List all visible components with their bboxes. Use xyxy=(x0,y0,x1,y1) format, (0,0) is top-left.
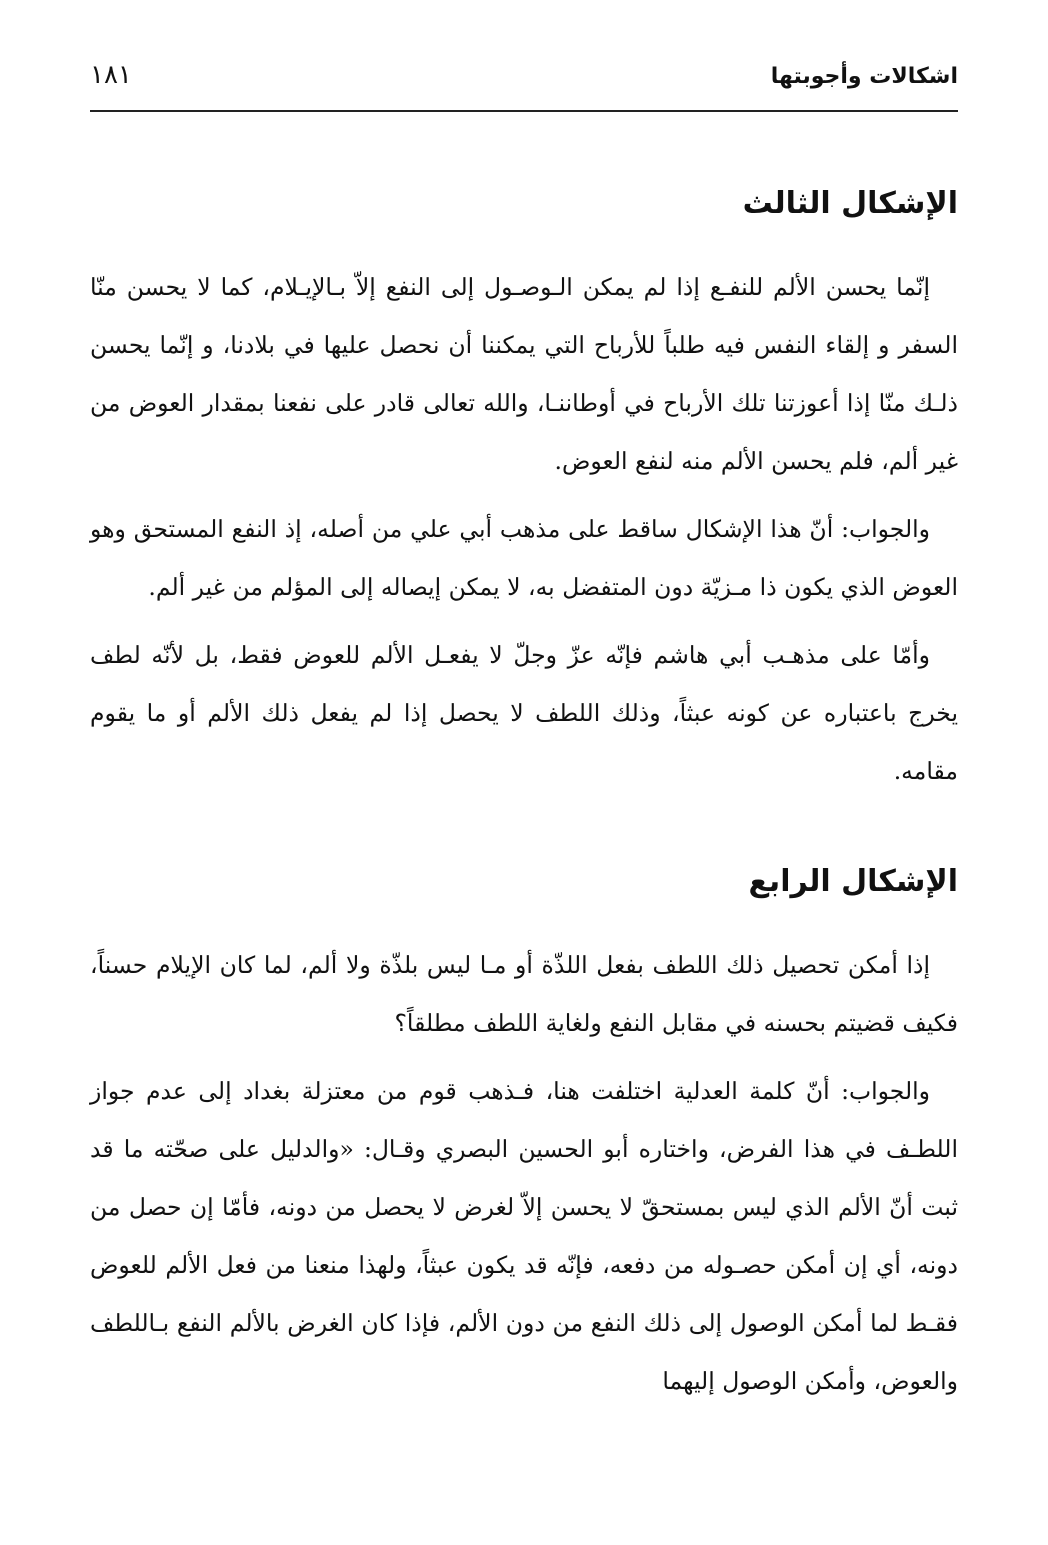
running-title: اشكالات وأجوبتها xyxy=(770,64,958,89)
book-page xyxy=(90,60,958,1420)
paragraph: وأمّا على مذهـب أبي هاشم فإنّه عزّ وجلّ لا يفعـل الألم للعوض فقط، بل لأنّه لطف يخرج باعتباره عن كونه عبثاً، وذلك اللطف لا يحصل إذا لم يفعل ذلك الألم أو ما يقوم مقامه. xyxy=(90,641,958,785)
section-heading-fourth-problem: الإشكال الرابع xyxy=(748,864,958,899)
paragraph: والجواب: أنّ كلمة العدلية اختلفت هنا، فـذهب قوم من معتزلة بغداد إلى عدم جواز اللطـف في هذا الفرض، واختاره أبو الحسين البصري وقـال: «والدليل على صحّته ما قد ثبت أنّ الألم الذي ليس بمستحقّ لا يحسن إلاّ لغرض لا يحصل من دونه، فأمّا إن حصل من دونه، أي إن أمكن حصـوله من دفعه، فإنّه قد يكون عبثاً، ولهذا منعنا من فعل الألم للعوض فقـط لما أمكن الوصول إلى ذلك النفع من دون الألم، فإذا كان الغرض بالألم النفع بـاللطف والعوض، وأمكن الوصول إليهما xyxy=(90,1077,958,1395)
paragraph: إنّما يحسن الألم للنفـع إذا لم يمكن الـوصـول إلى النفع إلاّ بـالإيـلام، كما لا يحسن منّا السفر و إلقاء النفس فيه طلباً للأرباح التي يمكننا أن نحصل عليها في بلادنا، و إنّما يحسن ذلـك منّا إذا أعوزتنا تلك الأرباح في أوطاننـا، والله تعالى قادر على نفعنا بمقدار العوض من غير ألم، فلم يحسن الألم منه لنفع العوض. xyxy=(90,273,958,475)
running-header xyxy=(90,60,958,112)
page-number: ١٨١ xyxy=(90,60,132,90)
paragraph: إذا أمكن تحصيل ذلك اللطف بفعل اللذّة أو مـا ليس بلذّة ولا ألم، لما كان الإيلام حسناً، فكيف قضيتم بحسنه في مقابل النفع ولغاية اللطف مطلقاً؟ xyxy=(90,951,958,1037)
paragraph: والجواب: أنّ هذا الإشكال ساقط على مذهب أبي علي من أصله، إذ النفع المستحق وهو العوض الذي يكون ذا مـزيّة دون المتفضل به، لا يمكن إيصاله إلى المؤلم من غير ألم. xyxy=(90,515,958,601)
section-heading-third-problem: الإشكال الثالث xyxy=(742,186,958,221)
